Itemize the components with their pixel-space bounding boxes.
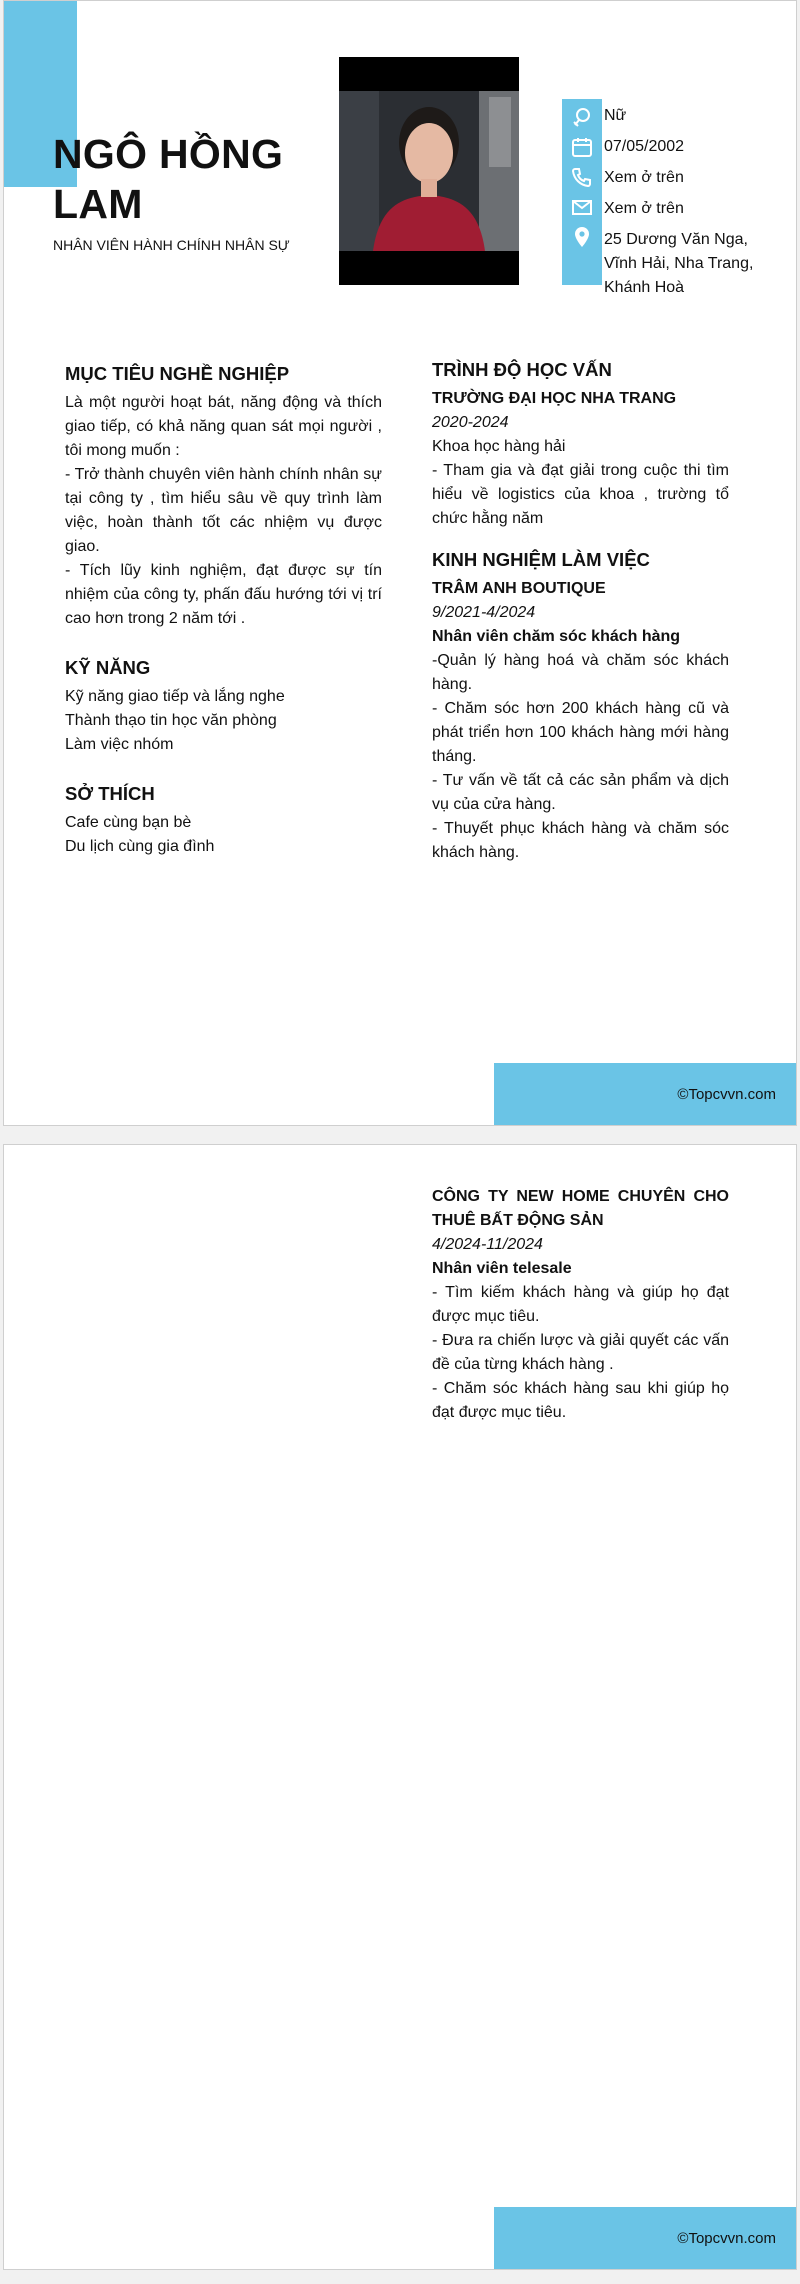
skills-title: KỸ NĂNG [65, 657, 151, 678]
hobby-item: Du lịch cùng gia đình [65, 838, 215, 855]
skill-item: Làm việc nhóm [65, 736, 174, 753]
right-column [432, 357, 729, 865]
candidate-position: NHÂN VIÊN HÀNH CHÍNH NHÂN SỰ [53, 237, 290, 253]
job-period: 4/2024-11/2024 [432, 1236, 543, 1253]
footer-watermark: ©Topcvvn.com [677, 1085, 776, 1103]
contact-email: Xem ở trên [604, 200, 684, 217]
skill-item: Kỹ năng giao tiếp và lắng nghe [65, 688, 285, 705]
contact-phone: Xem ở trên [604, 169, 684, 186]
education-period: 2020-2024 [432, 414, 509, 431]
contact-icon-bar [562, 99, 602, 285]
career-objective-title: MỤC TIÊU NGHỀ NGHIỆP [65, 363, 290, 384]
job-detail: - Tư vấn về tất cả các sản phẩm và dịch vụ của cửa hàng. [432, 772, 729, 813]
phone-icon [570, 165, 594, 189]
location-icon [570, 225, 594, 249]
education-school: TRƯỜNG ĐẠI HỌC NHA TRANG [432, 390, 677, 407]
objective-paragraph: - Trở thành chuyên viên hành chính nhân sự tại công ty , tìm hiểu sâu về quy trình làm việc, hoàn thành tốt các nhiệm vụ được giao. [65, 466, 382, 555]
left-column [65, 361, 382, 859]
job-detail: - Chăm sóc hơn 200 khách hàng cũ và phát triển hơn 100 khách hàng mới hàng tháng. [432, 700, 729, 765]
objective-paragraph: - Tích lũy kinh nghiệm, đạt được sự tín nhiệm của công ty, phấn đấu hướng tới vị trí cao hơn trong 2 năm tới . [65, 562, 382, 627]
job-detail: - Đưa ra chiến lược và giải quyết các vấn đề của từng khách hàng . [432, 1332, 729, 1373]
candidate-name: NGÔ HỒNG LAM [53, 131, 284, 227]
profile-photo [339, 57, 519, 285]
footer-watermark: ©Topcvvn.com [677, 2229, 776, 2247]
footer-band [494, 1063, 796, 1125]
skill-item: Thành thạo tin học văn phòng [65, 712, 277, 729]
education-description: - Tham gia và đạt giải trong cuộc thi tìm hiểu về logistics của khoa , trường tổ chức hằng năm [432, 462, 729, 527]
job-detail: - Thuyết phục khách hàng và chăm sóc khách hàng. [432, 820, 729, 861]
job-detail: -Quản lý hàng hoá và chăm sóc khách hàng. [432, 652, 729, 693]
experience-title: KINH NGHIỆM LÀM VIỆC [432, 549, 650, 570]
hobbies-title: SỞ THÍCH [65, 783, 155, 804]
objective-paragraph: Là một người hoạt bát, năng động và thích giao tiếp, có khả năng quan sát mọi người , tôi mong muốn : [65, 394, 382, 459]
contact-birthday: 07/05/2002 [604, 138, 685, 155]
education-title: TRÌNH ĐỘ HỌC VẤN [432, 359, 612, 380]
footer-band [494, 2207, 796, 2269]
cv-page-2 [3, 1144, 797, 2270]
education-major: Khoa học hàng hải [432, 438, 566, 455]
job-period: 9/2021-4/2024 [432, 604, 536, 621]
contact-gender: Nữ [604, 107, 627, 124]
job-company: CÔNG TY NEW HOME CHUYÊN CHO THUÊ BẤT ĐỘNG SẢN [432, 1188, 729, 1229]
hobby-item: Cafe cùng bạn bè [65, 814, 192, 831]
email-icon [570, 195, 594, 219]
calendar-icon [570, 135, 594, 159]
job-detail: - Tìm kiếm khách hàng và giúp họ đạt được mục tiêu. [432, 1284, 729, 1325]
right-column-continued [432, 1185, 729, 1425]
job-detail: - Chăm sóc khách hàng sau khi giúp họ đạt được mục tiêu. [432, 1380, 729, 1421]
cv-page-1 [3, 0, 797, 1126]
job-role: Nhân viên chăm sóc khách hàng [432, 628, 681, 645]
gender-icon [570, 105, 594, 129]
contact-address: 25 Dương Văn Nga, Vĩnh Hải, Nha Trang, Khánh Hoà [604, 231, 754, 296]
job-role: Nhân viên telesale [432, 1260, 572, 1277]
job-company: TRÂM ANH BOUTIQUE [432, 580, 606, 597]
